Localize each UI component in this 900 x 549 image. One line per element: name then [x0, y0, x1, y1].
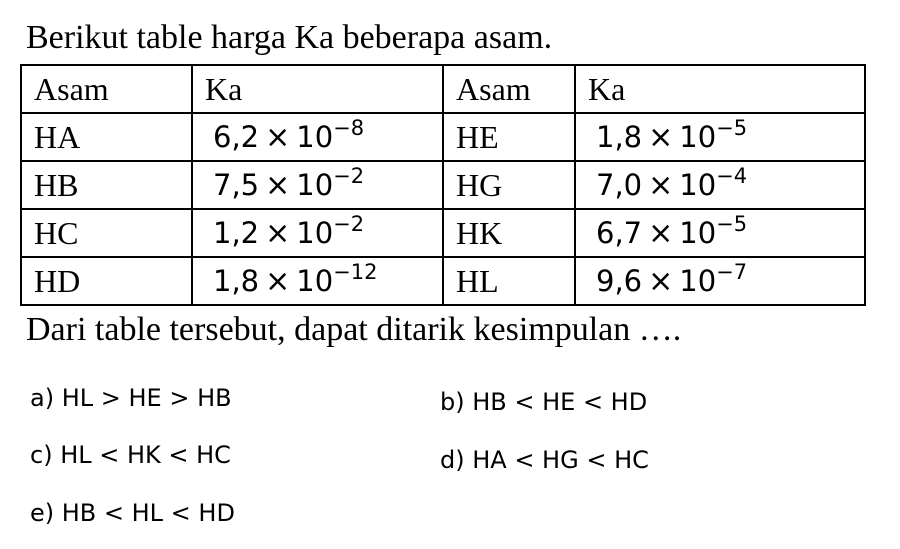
- ka-base: 10: [679, 263, 717, 298]
- ka-exponent: −5: [716, 115, 748, 140]
- ka-table: [20, 64, 866, 306]
- times-sign: ×: [265, 215, 291, 251]
- acid-name: HG: [443, 161, 575, 209]
- header-ka-left: Ka: [192, 65, 443, 113]
- option-a[interactable]: a) HL > HE > HB: [30, 384, 232, 412]
- option-b[interactable]: b) HB < HE < HD: [440, 388, 648, 416]
- ka-base: 10: [296, 215, 334, 250]
- option-c[interactable]: c) HL < HK < HC: [30, 441, 231, 469]
- table-row: [21, 161, 865, 209]
- header-asam-left: Asam: [21, 65, 192, 113]
- ka-base: 10: [679, 119, 717, 154]
- ka-base: 10: [296, 119, 334, 154]
- header-ka-right: Ka: [575, 65, 865, 113]
- ka-mantissa: 1,8: [213, 263, 260, 298]
- ka-mantissa: 6,7: [596, 215, 643, 250]
- ka-exponent: −12: [333, 259, 378, 284]
- times-sign: ×: [648, 119, 674, 155]
- acid-name: HD: [21, 257, 192, 305]
- ka-value: [192, 113, 443, 161]
- intro-text: Berikut table harga Ka beberapa asam.: [26, 19, 553, 56]
- ka-base: 10: [679, 167, 717, 202]
- ka-exponent: −2: [333, 211, 365, 236]
- ka-exponent: −8: [333, 115, 365, 140]
- ka-value: [575, 257, 865, 305]
- ka-exponent: −4: [716, 163, 748, 188]
- acid-name: HB: [21, 161, 192, 209]
- table-row: [21, 257, 865, 305]
- ka-base: 10: [679, 215, 717, 250]
- acid-name: HL: [443, 257, 575, 305]
- ka-value: [575, 113, 865, 161]
- ka-mantissa: 1,8: [596, 119, 643, 154]
- times-sign: ×: [648, 215, 674, 251]
- table-row: [21, 209, 865, 257]
- ka-exponent: −2: [333, 163, 365, 188]
- times-sign: ×: [648, 263, 674, 299]
- ka-value: [192, 209, 443, 257]
- acid-name: HC: [21, 209, 192, 257]
- ka-exponent: −5: [716, 211, 748, 236]
- ka-base: 10: [296, 167, 334, 202]
- question-text: Dari table tersebut, dapat ditarik kesimpulan ….: [26, 311, 682, 348]
- ka-value: [575, 161, 865, 209]
- times-sign: ×: [648, 167, 674, 203]
- ka-mantissa: 7,0: [596, 167, 643, 202]
- ka-value: [192, 257, 443, 305]
- ka-base: 10: [296, 263, 334, 298]
- ka-mantissa: 9,6: [596, 263, 643, 298]
- ka-mantissa: 7,5: [213, 167, 260, 202]
- ka-value: [192, 161, 443, 209]
- acid-name: HE: [443, 113, 575, 161]
- times-sign: ×: [265, 263, 291, 299]
- times-sign: ×: [265, 119, 291, 155]
- header-asam-right: Asam: [443, 65, 575, 113]
- acid-name: HA: [21, 113, 192, 161]
- option-e[interactable]: e) HB < HL < HD: [30, 499, 235, 527]
- times-sign: ×: [265, 167, 291, 203]
- ka-value: [575, 209, 865, 257]
- ka-mantissa: 1,2: [213, 215, 260, 250]
- ka-mantissa: 6,2: [213, 119, 260, 154]
- table-row: [21, 113, 865, 161]
- table-header-row: [21, 65, 865, 113]
- option-d[interactable]: d) HA < HG < HC: [440, 446, 649, 474]
- acid-name: HK: [443, 209, 575, 257]
- ka-exponent: −7: [716, 259, 748, 284]
